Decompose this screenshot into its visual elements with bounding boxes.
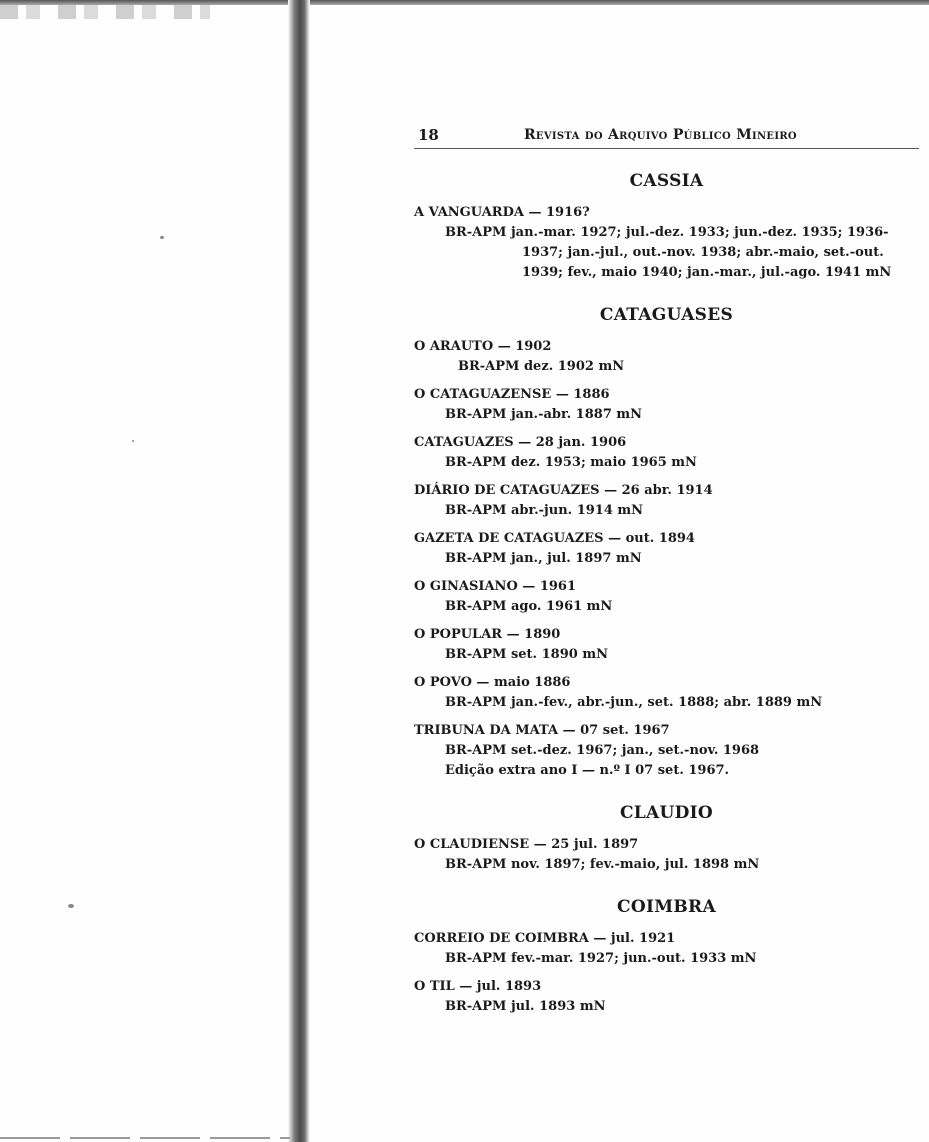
newspaper-entry [414, 203, 919, 283]
newspaper-entry [414, 835, 919, 875]
journal-title: Revista do Arquivo Público Mineiro [524, 127, 797, 143]
newspaper-entry [414, 337, 919, 377]
page-number: 18 [418, 126, 439, 144]
holding-line: BR-APM set.-dez. 1967; jan., set.-nov. 1968 [445, 743, 760, 758]
newspaper-entry [414, 721, 919, 781]
newspaper-entry [414, 385, 919, 425]
scan-bottom-edge [0, 1137, 290, 1139]
document-page [414, 126, 919, 1025]
scan-speck [132, 440, 134, 442]
newspaper-entry [414, 977, 919, 1017]
newspaper-title: GAZETA DE CATAGUAZES — out. 1894 [414, 531, 695, 546]
book-spine-shadow [288, 0, 310, 1142]
city-section [414, 171, 919, 283]
newspaper-entry [414, 529, 919, 569]
newspaper-entry [414, 625, 919, 665]
holding-line: BR-APM ago. 1961 mN [445, 599, 613, 614]
catalog-sections [414, 171, 919, 1017]
city-section [414, 897, 919, 1017]
newspaper-title: O POVO — maio 1886 [414, 675, 571, 690]
holding-line: BR-APM jan.-abr. 1887 mN [445, 407, 643, 422]
holding-line: BR-APM abr.-jun. 1914 mN [445, 503, 644, 518]
newspaper-title: O GINASIANO — 1961 [414, 579, 576, 594]
newspaper-title: O CATAGUAZENSE — 1886 [414, 387, 610, 402]
newspaper-entry [414, 673, 919, 713]
newspaper-entry [414, 577, 919, 617]
holding-line: BR-APM jan., jul. 1897 mN [445, 551, 642, 566]
holding-line: BR-APM fev.-mar. 1927; jun.-out. 1933 mN [445, 951, 757, 966]
holding-line: BR-APM set. 1890 mN [445, 647, 608, 662]
city-section [414, 803, 919, 875]
newspaper-title: O CLAUDIENSE — 25 jul. 1897 [414, 837, 639, 852]
newspaper-entry [414, 433, 919, 473]
holding-line: BR-APM nov. 1897; fev.-maio, jul. 1898 mN [445, 857, 760, 872]
newspaper-title: O POPULAR — 1890 [414, 627, 561, 642]
holding-note: Edição extra ano I — n.º I 07 set. 1967. [445, 763, 730, 778]
city-heading: CASSIA [629, 171, 704, 191]
scan-speck [68, 904, 74, 908]
holding-line: BR-APM jul. 1893 mN [445, 999, 606, 1014]
newspaper-entry [414, 929, 919, 969]
scan-top-specks [0, 5, 210, 19]
running-head [414, 126, 919, 149]
newspaper-title: A VANGUARDA — 1916? [414, 205, 590, 220]
holding-line: BR-APM dez. 1902 mN [458, 359, 625, 374]
holding-line: BR-APM jan.-mar. 1927; jul.-dez. 1933; jun.-dez. 1935; 1936-1937; jan.-jul., out.-nov. 1938; abr.-maio, set.-out. 1939; fev., maio 1940; jan.-mar., jul.-ago. 1941 mN [445, 225, 892, 280]
city-heading: CATAGUASES [599, 305, 734, 325]
city-heading: COIMBRA [617, 897, 716, 917]
newspaper-title: O TIL — jul. 1893 [414, 979, 542, 994]
city-section [414, 305, 919, 781]
newspaper-title: CORREIO DE COIMBRA — jul. 1921 [414, 931, 676, 946]
newspaper-title: TRIBUNA DA MATA — 07 set. 1967 [414, 723, 670, 738]
newspaper-entry [414, 481, 919, 521]
holding-line: BR-APM dez. 1953; maio 1965 mN [445, 455, 697, 470]
newspaper-title: CATAGUAZES — 28 jan. 1906 [414, 435, 627, 450]
city-heading: CLAUDIO [619, 803, 714, 823]
newspaper-title: O ARAUTO — 1902 [414, 339, 552, 354]
scan-speck [160, 236, 164, 239]
holding-line: BR-APM jan.-fev., abr.-jun., set. 1888; abr. 1889 mN [445, 695, 823, 710]
newspaper-title: DIÁRIO DE CATAGUAZES — 26 abr. 1914 [414, 483, 713, 498]
